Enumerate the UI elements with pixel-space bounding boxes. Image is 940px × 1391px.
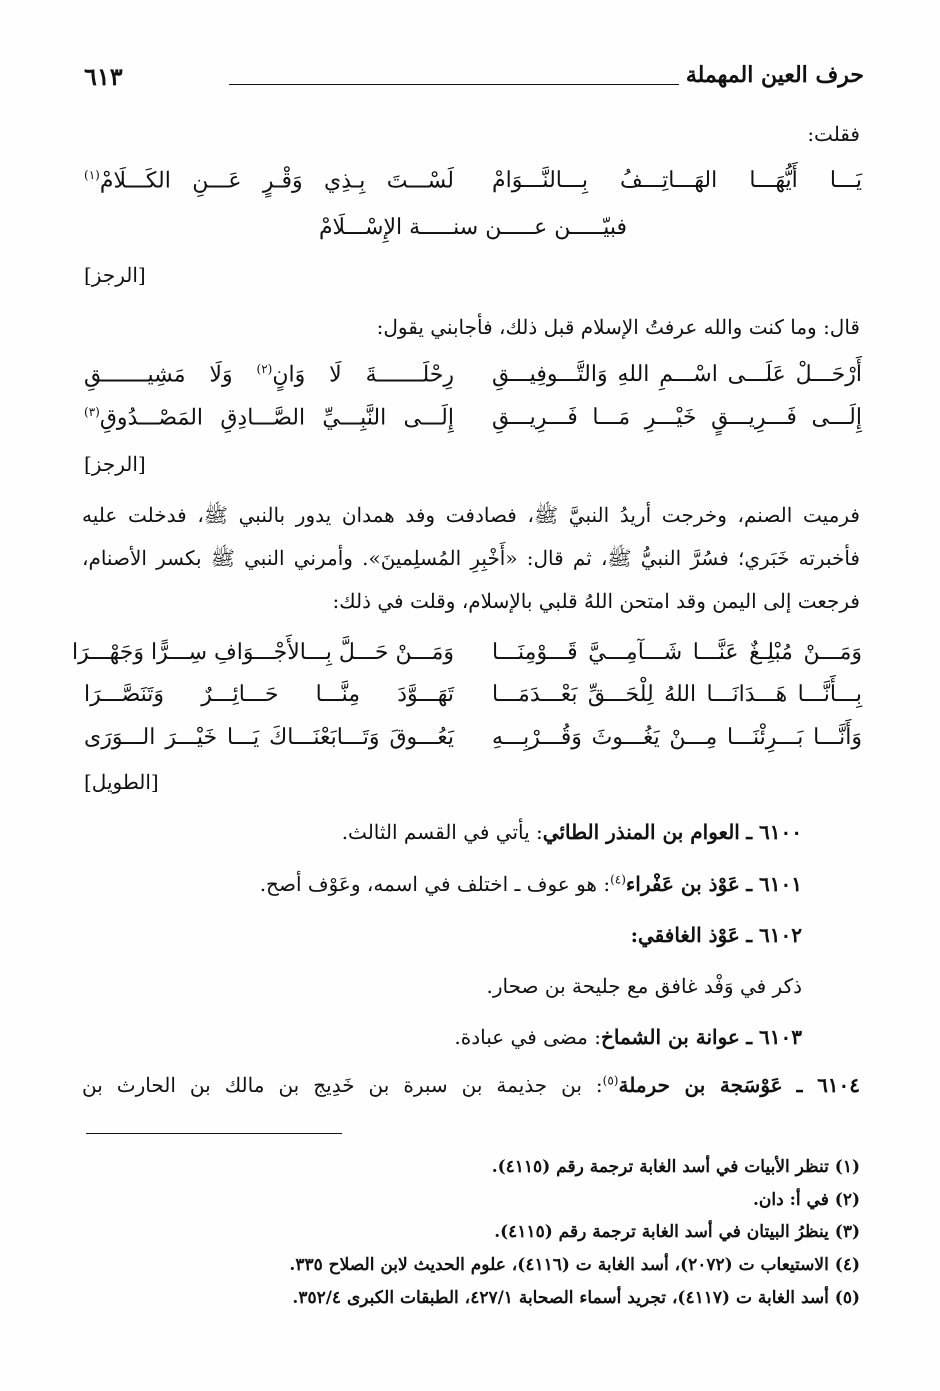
footnote-rule [86,1133,342,1134]
footnote-2: (٢) في أ: دان. [753,1190,860,1210]
entry-6104: ٦١٠٤ ـ عَوْسَجة بن حرملة$^{(٥)}$: بن جذيمة بن سبرة بن خَدِيج بن مالك بن الحارث بن [82,1073,861,1097]
footnote-3: (٣) ينظرُ البيتان في أسد الغابة ترجمة رقم (٤١١٥). [494,1222,860,1242]
running-header [84,62,864,98]
entry-6101: ٦١٠١ ـ عَوْذ بن عَفْراء$^{(٤)}$: هو عوف ـ اختلف في اسمه، وعَوْف أصح. [259,872,802,896]
entry-6103: ٦١٠٣ ـ عوانة بن الشماخ: مضى في عبادة. [454,1025,802,1049]
meter-label-3: [الطويل] [84,770,159,794]
verse-3-line-2: بِـــأَنَّـــا هَـــدَانَـــا اللهُ لِلْحَـــقِّ بَعْـــدَمَـــا تَهَـــوَّدَ مِنَّـــا حَـــائِـــرٌ وَتَنَصَّـــرَا [84,682,862,707]
footnote-ref: (١) [84,168,100,182]
footnote-5: (٥) أسد الغابة ت (٤١١٧)، تجريد أسماء الصحابة ٤٢٧/١، الطبقات الكبرى ٣٥٢/٤. [292,1288,860,1308]
verse-3-line-1: وَمَـــنْ مُبْلِـغٌ عَنَّـــا شَـــآمِـــيَّ قَـــوْمِنَـــا وَمَـــنْ حَـــلَّ بِـــالأَجْـــوَافِ سِـــرًّا وَجَهْـــرَا [72,640,862,665]
verse-2-2-hemistich-1: إِلَـــى فَـــرِيـــقٍ خَيْـــرِ مَـــا فَـــرِيـــقِ [492,405,862,430]
verse-2-1-hemistich-1: أَرْحَـــلْ عَلَـــى اسْـــمِ اللهِ وَالتَّـــوفِيـــقِ [492,362,862,387]
verse-1-line-2 [84,215,862,255]
verse-3-line-3: وَأَنَّـــا بَـــرِئْنَـــا مِـــنْ يَغُـــوثَ وَقُـــرْبِـــهِ يَعُـــوقَ وَتَـــابَعْنَـــاكَ يَـــا خَيْـــرَ الـــوَرَى [84,725,862,750]
meter-label-1: [الرجز] [84,263,146,287]
page-number: ٦١٣ [84,62,123,91]
chapter-title: حرف العين المهملة [685,62,864,88]
verse-2-line-1 [84,362,862,402]
intro-line-2: قال: وما كنت والله عرفتُ الإسلام قبل ذلك، فأجابني يقول: [376,315,860,339]
entry-6102-text: ذكر في وَفْد غافق مع جليحة بن صحار. [486,974,802,998]
verse-2-line-2 [84,405,862,445]
footnote-4: (٤) الاستيعاب ت (٢٠٧٢)، أسد الغابة ت (٤١١٦)، علوم الحديث لابن الصلاح ٣٣٥. [289,1255,860,1275]
intro-line-1: فقلت: [807,122,860,146]
entry-6102: ٦١٠٢ ـ عَوْذ الغافقي: [630,923,802,947]
footnote-1: (١) تنظر الأبيات في أسد الغابة ترجمة رقم (٤١١٥). [491,1157,860,1177]
verse-1 [84,168,862,208]
verse-1-hemistich-3: فبيّـــــن عـــــن سنـــــة الإِسْـــلَامْ [318,215,628,240]
entry-6100: ٦١٠٠ ـ العوام بن المنذر الطائي: يأتي في القسم الثالث. [341,820,802,844]
narrative-paragraph: فرميت الصنم، وخرجت أريدُ النبيَّ ﷺ، فصادفت وفد همدان يدور بالنبي ﷺ، فدخلت عليه فأخبرته خَبَري؛ فسُرَّ النبيُّ ﷺ، ثم قال: «أَخْبِرِ المُسلِمينَ». وأمرني النبي ﷺ بكسر الأصنام، فرجعت إلى اليمن وقد امتحن اللهُ قلبي بالإسلام، وقلت في ذلك: [82,503,860,613]
verse-2-1-hemistich-2: رِحْلَـــــــةَ لَا وَانٍ$^{(٢)}$ وَلَا مَشِيـــــــقِ [84,362,454,388]
verse-1-hemistich-1: يَـــا أَيُّهَـــا الهَـــاتِـــفُ بِـــالنَّـــوَامْ [492,168,862,193]
meter-label-2: [الرجز] [84,452,146,476]
verse-1-hemistich-2: لَسْـــتَ بِـذِي وَقْـرٍ عَـــنِ الكَـــلَامْ$^{(١)}$ [84,168,454,194]
header-rule [229,84,679,85]
verse-2-2-hemistich-2: إِلَـــى النَّبِـــيِّ الصَّـــادِقِ المَصْـــدُوقِ$^{(٣)}$ [84,405,454,431]
